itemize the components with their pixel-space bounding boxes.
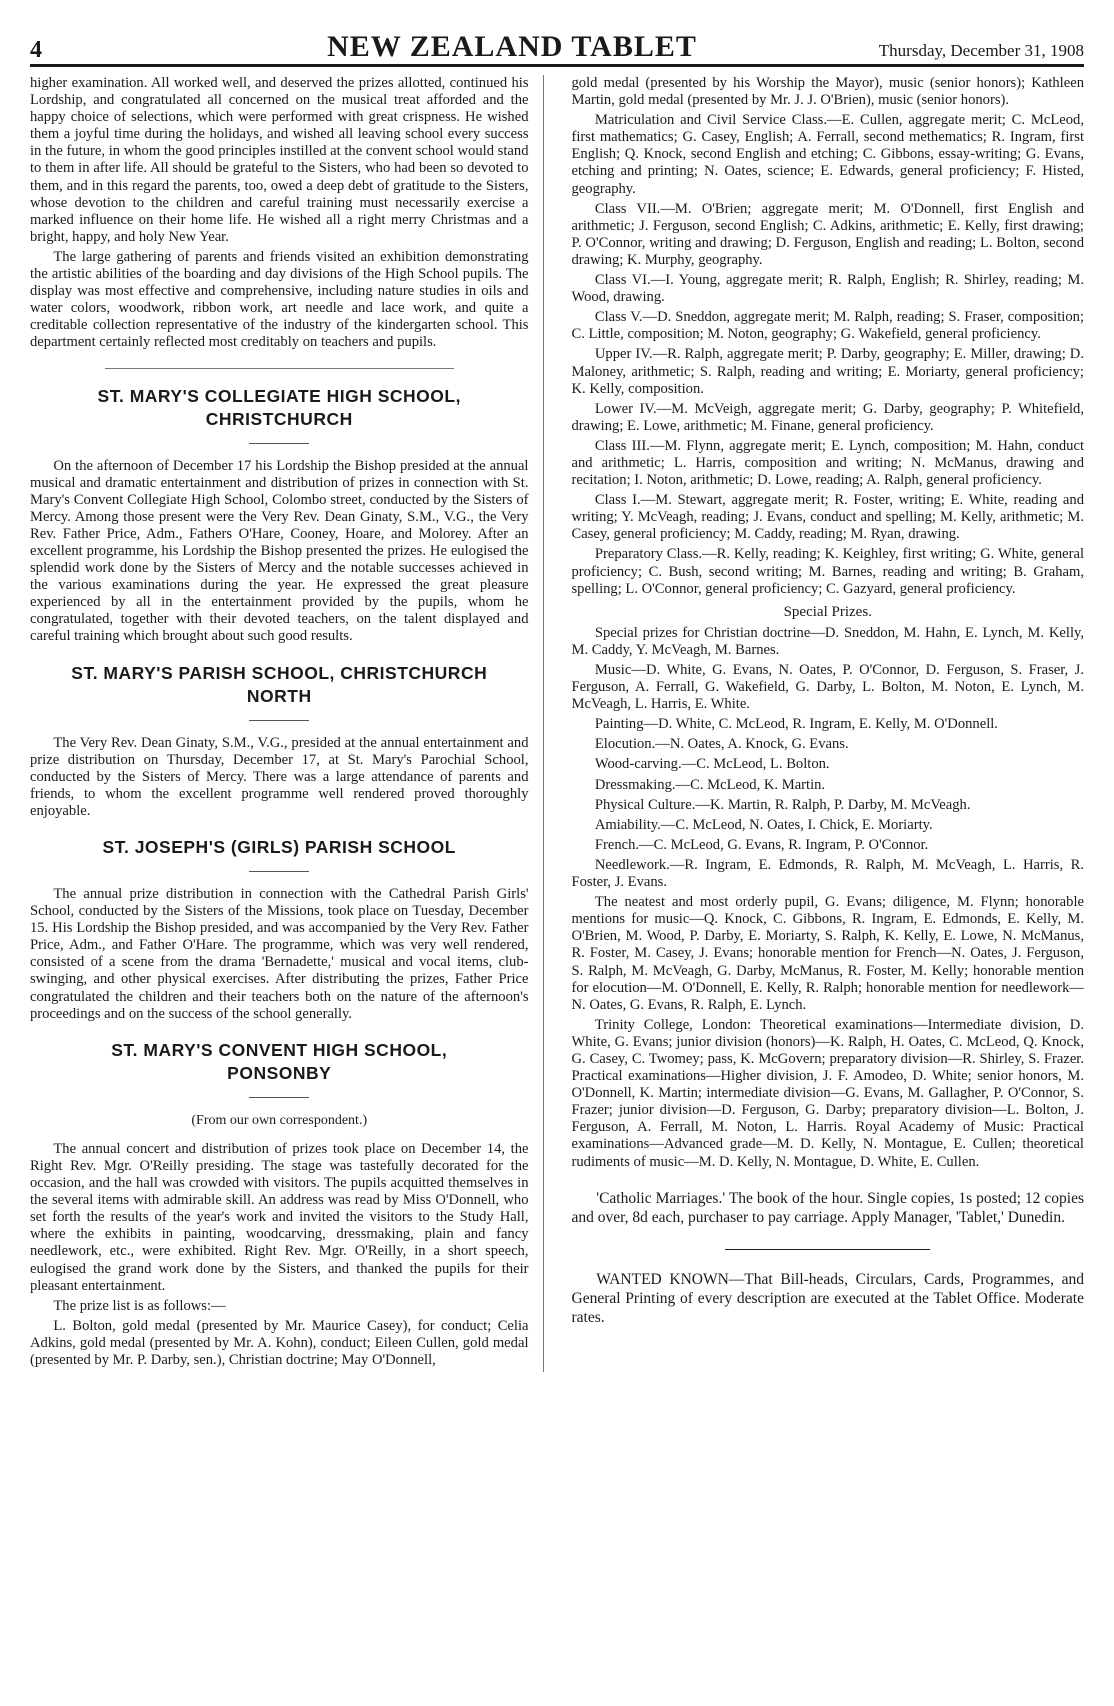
parish-north-body: The Very Rev. Dean Ginaty, S.M., V.G., presided at the annual entertainment and prize distribution on Thursday, December 17, at St. Mary's Parochial School, conducted by the Sisters of Mercy. There was a large attendance of parents and friends, to whom the excellent programme well rendered proved thoroughly enjoyable. <box>30 734 529 819</box>
masthead <box>30 20 1084 67</box>
special-prize-paragraph: Dressmaking.—C. McLeod, K. Martin. <box>594 776 826 793</box>
prize-paragraph: gold medal (presented by his Worship the Mayor), music (senior honors); Kathleen Martin, gold medal (presented by Mr. J. J. O'Brien), music (senior honors). <box>571 75 1084 109</box>
special-prize-paragraph: Painting—D. White, C. McLeod, R. Ingram, E. Kelly, M. O'Donnell. <box>594 716 998 733</box>
parish-north-heading-line2: NORTH <box>246 685 312 706</box>
heading-rule <box>249 1097 309 1098</box>
special-prize-paragraph: Trinity College, London: Theoretical examinations—Intermediate division, D. White, G. Evans; junior division (honors)—K. Ralph, H. Oates, C. McLeod, Q. Knock, G. Casey, C. Twomey; pass, K. McGovern; preparatory division—R. Shirley, S. Frazer. Practical examinations—Higher division, J. F. Amodeo, D. White; senior honors, M. O'Donnell, K. Martin; intermediate division—G. Evans, M. Gallagher, P. O'Connor, S. Frazer; junior division—D. Ferguson, G. Darby; preparatory division—L. Bolton, J. Ferguson, A. Ferrall, M. Noton, L. Harris. Royal Academy of Music: Practical examinations—Advanced grade—M. D. Kelly, N. Montague, E. Cullen; theoretical rudiments of music—M. D. Kelly, N. Montague, D. White, E. Cullen. <box>571 1016 1084 1170</box>
collegiate-heading-line2: CHRISTCHURCH <box>205 408 353 429</box>
article-columns <box>30 75 1084 1372</box>
prize-paragraph: Class I.—M. Stewart, aggregate merit; R. Foster, writing; E. White, reading and writing; Y. McVeagh, reading; J. Evans, conduct and spelling; M. Kelly, arithmetic; M. Casey, general proficiency; M. Caddy, reading; M. Ryan, drawing. <box>571 492 1084 543</box>
prize-paragraph: Class VI.—I. Young, aggregate merit; R. Ralph, English; R. Shirley, reading; M. Wood, drawing. <box>571 272 1084 306</box>
ponsonby-prize-intro: The prize list is as follows:— <box>53 1297 226 1314</box>
special-prize-paragraph: Wood-carving.—C. McLeod, L. Bolton. <box>594 756 830 773</box>
special-prizes-heading: Special Prizes. <box>783 603 872 620</box>
heading-rule <box>249 443 309 444</box>
special-prize-paragraph: Amiability.—C. McLeod, N. Oates, I. Chick, E. Moriarty. <box>594 816 933 833</box>
special-prize-paragraph: Special prizes for Christian doctrine—D. Sneddon, M. Hahn, E. Lynch, M. Kelly, M. Caddy, Y. McVeagh, M. Barnes. <box>571 624 1084 658</box>
heading-rule <box>249 720 309 721</box>
prize-paragraph: Upper IV.—R. Ralph, aggregate merit; P. Darby, geography; E. Miller, drawing; D. Maloney, arithmetic; S. Ralph, reading and writing; E. Moriarty, general proficiency; K. Kelly, composition. <box>571 346 1084 397</box>
right-column <box>572 75 1085 1372</box>
st-josephs-heading <box>30 836 529 859</box>
ponsonby-heading-line1: ST. MARY'S CONVENT HIGH SCHOOL, <box>111 1039 448 1060</box>
prize-paragraph: Class III.—M. Flynn, aggregate merit; E. Lynch, composition; M. Hahn, conduct and arithmetic; L. Harris, composition and writing; N. McManus, drawing and recitation; I. Noton, arithmetic; D. Lowe, reading; A. Ralph, general proficiency. <box>571 437 1084 489</box>
special-prize-paragraph: The neatest and most orderly pupil, G. Evans; diligence, M. Flynn; honorable mentions for music—Q. Knock, C. Gibbons, R. Ingram, E. Edmonds, E. Kelly, M. O'Brien, M. Wood, P. Darby, E. Moriarty, S. Ralph, K. Kelly, E. Lowe, N. McManus, R. Foster, M. Casey, J. Evans; honorable mention for French—N. Oates, J. Ferguson, S. Ralph, M. McVeagh, G. Darby, McManus, R. Foster, M. Kelly; honorable mention for elocution—M. O'Donnell, E. Kelly, R. Ralph; honorable mention for needlework—N. Oates, G. Evans, R. Ralph, E. Lynch. <box>571 894 1084 1013</box>
ponsonby-prize-list-start: L. Bolton, gold medal (presented by Mr. Maurice Casey), for conduct; Celia Adkins, gold medal (presented by Mr. A. Kohn), conduct; Eileen Cullen, gold medal (presented by Mr. P. Darby, sen.), Christian doctrine; May O'Donnell, <box>30 1317 529 1368</box>
newspaper-title: NEW ZEALAND TABLET <box>327 30 697 63</box>
intro-paragraph: higher examination. All worked well, and deserved the prizes allotted, continued his Lordship, and congratulated all concerned on the musical treat afforded and the happy choice of selections, which were performed with great crispness. He wished them a joyful time during the holidays, and wished all leaving school every success in the future, in whom the good principles instilled at the convent school would stand to them in after life. All should be grateful to the Sisters, who had been so devoted to them, and in this regard the parents, too, owed a deep debt of gratitude to the Sisters, whose devotion to the children and careful training must necessarily exercise a marked influence on their home life. He wished all a right merry Christmas and a bright, happy, and holy New Year. <box>30 75 529 245</box>
collegiate-body: On the afternoon of December 17 his Lordship the Bishop presided at the annual musical and dramatic entertainment and distribution of prizes in connection with St. Mary's Convent Collegiate High School, Colombo street, conducted by the Sisters of Mercy. Among those present were the Very Rev. Dean Ginaty, S.M., V.G., the Very Rev. Father Price, Adm., Fathers O'Hare, Cooney, Hoare, and Molorey. After an excellent programme, his Lordship the Bishop presented the prizes. He eulogised the splendid work done by the Sisters of Mercy and the notable successes achieved in the various examinations during the year. He expressed the great pleasure experienced by all in the entertainment provided by the pupils, whom he congratulated, together with their devoted teachers, on the talent displayed and careful training which brought about such good results. <box>30 457 529 645</box>
correspondent-credit: (From our own correspondent.) <box>191 1112 368 1128</box>
wanted-known-advert: WANTED KNOWN—That Bill-heads, Circulars, Cards, Programmes, and General Printing of every description are executed at the Tablet Office. Moderate rates. <box>571 1270 1084 1326</box>
heading-rule <box>249 871 309 872</box>
parish-north-heading-line1: ST. MARY'S PARISH SCHOOL, CHRISTCHURCH <box>71 662 488 683</box>
special-prize-paragraph: Physical Culture.—K. Martin, R. Ralph, P. Darby, M. McVeagh. <box>594 796 971 813</box>
left-column <box>30 75 544 1372</box>
special-prize-paragraph: Needlework.—R. Ingram, E. Edmonds, R. Ralph, M. McVeagh, L. Harris, R. Foster, J. Evans. <box>571 856 1084 891</box>
issue-date: Thursday, December 31, 1908 <box>878 41 1084 60</box>
parish-north-heading <box>30 662 529 708</box>
ponsonby-heading-line2: PONSONBY <box>227 1062 332 1083</box>
advert-divider <box>725 1249 930 1250</box>
intro-paragraph: The large gathering of parents and friends visited an exhibition demonstrating the artistic abilities of the boarding and day divisions of the High School pupils. The display was most effective and comprehensive, including nature studies in oils and water colors, woodwork, ribbon work, art needle and lace work, and quite a creditable collection representative of the industry of the kindergarten school. This department certainly reflected most creditably on teachers and pupils. <box>30 248 529 351</box>
prize-paragraph: Matriculation and Civil Service Class.—E. Cullen, aggregate merit; C. McLeod, first mathematics; G. Casey, English; A. Ferrall, second methematics; R. Ingram, first English; Q. Knock, second English and etching; C. Gibbons, essay-writing; G. Evans, etching and printing; N. Oates, science; E. Edwards, general proficiency; F. Histed, geography. <box>571 112 1084 197</box>
page-number: 4 <box>30 37 42 63</box>
st-josephs-body: The annual prize distribution in connection with the Cathedral Parish Girls' School, conducted by the Sisters of the Missions, took place on Tuesday, December 15. His Lordship the Bishop presided, and was accompanied by the Very Rev. Father Price, Adm., and Father O'Hare. The programme, which was very well rendered, consisted of a scene from the drama 'Bernadette,' musical and vocal items, club-swinging, and other physical exercises. After distributing the prizes, Father Price congratulated the children and their teachers both on the nature of the afternoon's proceedings and on the success of the school generally. <box>30 886 529 1022</box>
prize-paragraph: Preparatory Class.—R. Kelly, reading; K. Keighley, first writing; G. White, general proficiency; C. Bush, second writing; M. Barnes, reading and writing; B. Graham, spelling; L. O'Connor, general proficiency; C. Gazyard, general proficiency. <box>571 546 1084 597</box>
prize-paragraph: Class V.—D. Sneddon, aggregate merit; M. Ralph, reading; S. Fraser, composition; C. Little, composition; M. Noton, geography; G. Wakefield, general proficiency. <box>571 309 1084 343</box>
collegiate-heading-line1: ST. MARY'S COLLEGIATE HIGH SCHOOL, <box>97 385 461 406</box>
special-prize-paragraph: French.—C. McLeod, G. Evans, R. Ingram, P. O'Connor. <box>594 836 929 853</box>
section-divider <box>105 368 454 369</box>
ponsonby-heading <box>30 1039 529 1085</box>
st-josephs-heading-line: ST. JOSEPH'S (GIRLS) PARISH SCHOOL <box>102 837 456 857</box>
special-prize-paragraph: Elocution.—N. Oates, A. Knock, G. Evans. <box>594 736 849 753</box>
prize-paragraph: Class VII.—M. O'Brien; aggregate merit; M. O'Donnell, first English and arithmetic; J. Ferguson, second English; C. Adkins, arithmetic; E. Kelly, first drawing; P. O'Connor, writing and drawing; D. Ferguson, English and reading; L. Bolton, second drawing; K. Murphy, geography. <box>571 200 1084 268</box>
special-prize-paragraph: Music—D. White, G. Evans, N. Oates, P. O'Connor, D. Ferguson, S. Fraser, J. Ferguson, A. Ferrall, G. Wakefield, G. Darby, L. Bolton, M. Noton, E. Lynch, M. McVeagh, L. Harris, E. White. <box>571 662 1084 713</box>
ponsonby-body: The annual concert and distribution of prizes took place on December 14, the Right Rev. Mgr. O'Reilly presiding. The stage was tastefully decorated for the occasion, and the hall was crowded with visitors. The pupils acquitted themselves in the several items with admirable skill. An address was read by Miss O'Donnell, who set forth the results of the year's work and invited the visitors to the Study Hall, where the exhibits in painting, woodcarving, dressmaking, plain and fancy needlework, etc., were exhibited. Right Rev. Mgr. O'Reilly, in a short speech, eulogised the grand work done by the Sisters, and thanked the pupils for their pleasant entertainment. <box>30 1140 529 1294</box>
collegiate-heading <box>30 385 529 431</box>
catholic-marriages-advert: 'Catholic Marriages.' The book of the hour. Single copies, 1s posted; 12 copies and over, 8d each, purchaser to pay carriage. Apply Manager, 'Tablet,' Dunedin. <box>571 1189 1084 1226</box>
prize-paragraph: Lower IV.—M. McVeigh, aggregate merit; G. Darby, geography; P. Whitefield, drawing; E. Lowe, arithmetic; M. Finane, general proficiency. <box>571 400 1084 434</box>
